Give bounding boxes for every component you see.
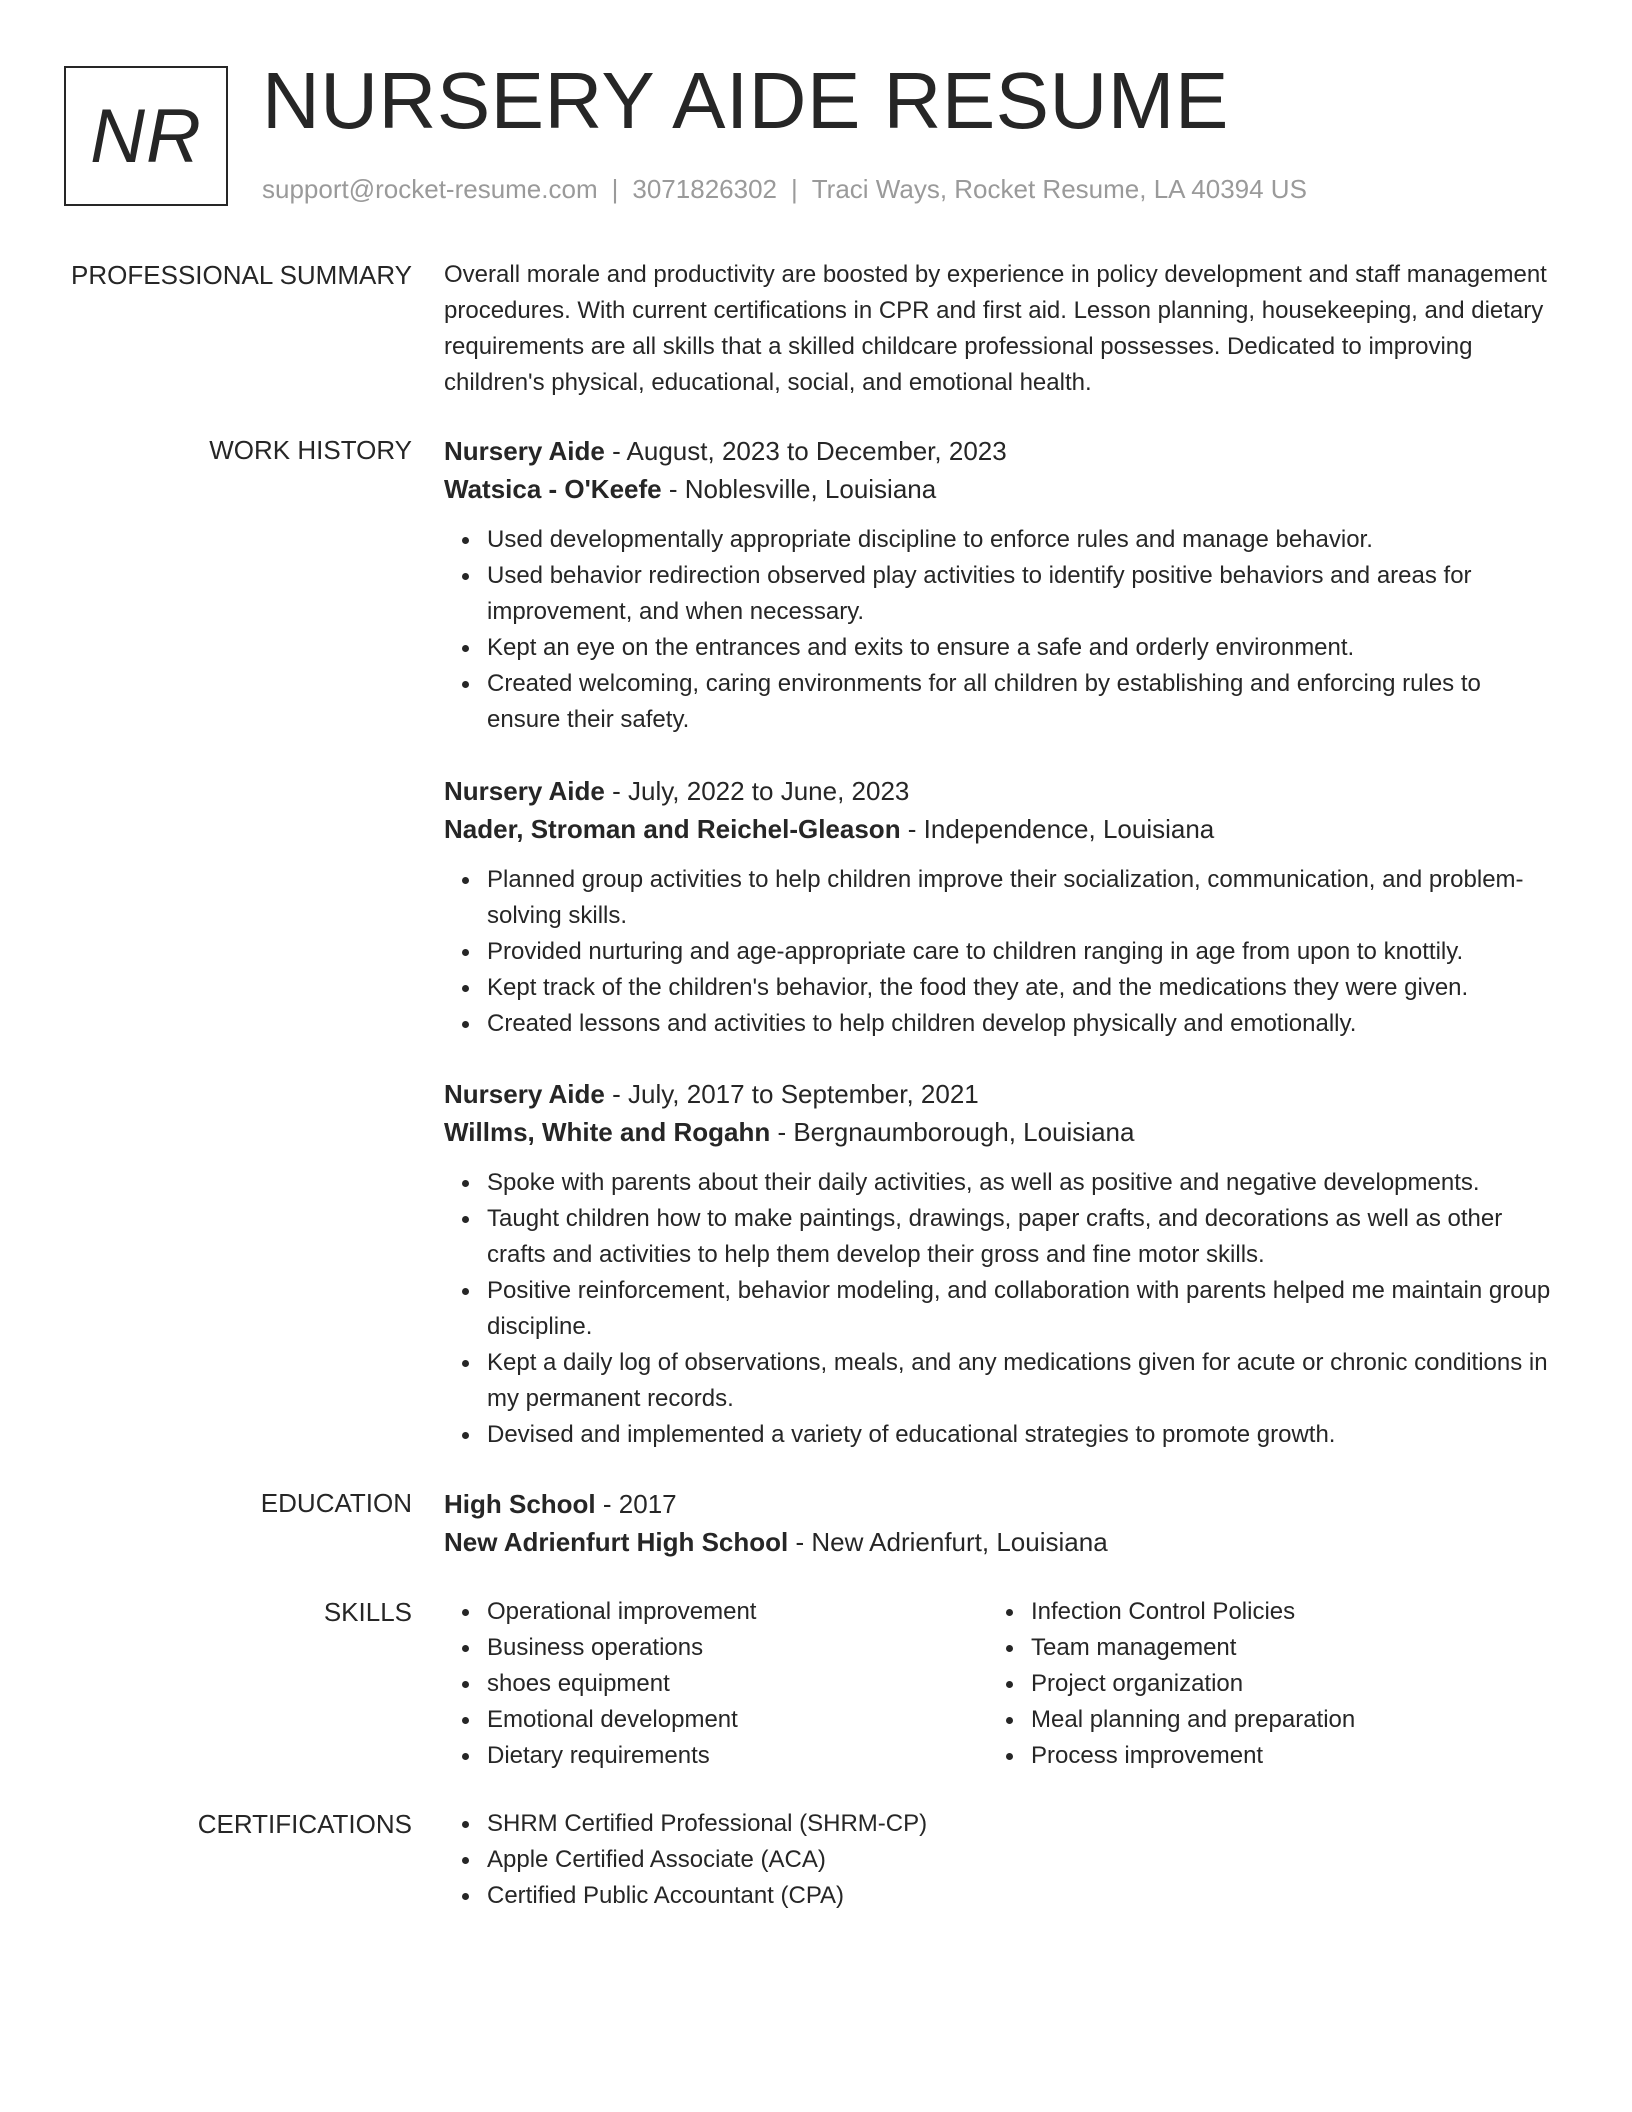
skills-list — [988, 1594, 1528, 1774]
skill-item: Infection Control Policies — [1031, 1594, 1528, 1630]
education-year: - 2017 — [595, 1489, 677, 1519]
job-entry — [444, 772, 1556, 1042]
skill-item: Business operations — [487, 1630, 984, 1666]
section-heading-skills: SKILLS — [323, 1597, 412, 1627]
contact-address: Traci Ways, Rocket Resume, LA 40394 US — [811, 174, 1307, 204]
section-heading-summary: PROFESSIONAL SUMMARY — [71, 260, 412, 290]
job-dates: - August, 2023 to December, 2023 — [604, 436, 1007, 466]
skills-list — [444, 1594, 984, 1774]
job-bullet: Created welcoming, caring environments for all children by establishing and enforcing rules to ensure their safety. — [487, 666, 1556, 738]
certification-item: Apple Certified Associate (ACA) — [487, 1842, 1556, 1878]
education-location: - New Adrienfurt, Louisiana — [788, 1527, 1108, 1557]
monogram-box — [64, 66, 228, 206]
education-school: New Adrienfurt High School — [444, 1527, 789, 1557]
certification-item: Certified Public Accountant (CPA) — [487, 1878, 1556, 1914]
job-company: Watsica - O'Keefe — [444, 474, 662, 504]
skill-item: shoes equipment — [487, 1666, 984, 1702]
skills-column-right — [988, 1594, 1528, 1774]
job-bullets — [444, 862, 1556, 1042]
job-bullet: Provided nurturing and age-appropriate care to children ranging in age from upon to knottily. — [487, 934, 1556, 970]
skills-column-left — [444, 1594, 984, 1774]
job-title-line — [444, 432, 1556, 470]
job-dates: - July, 2017 to September, 2021 — [604, 1079, 979, 1109]
contact-separator: | — [611, 174, 619, 204]
job-title-line — [444, 1075, 1556, 1113]
section-heading-education: EDUCATION — [260, 1488, 412, 1518]
skill-item: Operational improvement — [487, 1594, 984, 1630]
section-heading-work-history: WORK HISTORY — [209, 435, 412, 465]
education-degree: High School — [444, 1489, 596, 1519]
skill-item: Emotional development — [487, 1702, 984, 1738]
job-bullet: Kept an eye on the entrances and exits to ensure a safe and orderly environment. — [487, 630, 1556, 666]
certifications-list — [444, 1806, 1556, 1914]
job-title: Nursery Aide — [444, 1079, 605, 1109]
job-company: Willms, White and Rogahn — [444, 1117, 771, 1147]
job-bullet: Spoke with parents about their daily activities, as well as positive and negative developments. — [487, 1165, 1556, 1201]
job-location: - Independence, Louisiana — [900, 814, 1215, 844]
job-company-line — [444, 470, 1556, 508]
summary-text: Overall morale and productivity are boosted by experience in policy development and staff management procedures. With current certifications in CPR and first aid. Lesson planning, housekeeping, and dietary requirements are all skills that a skilled childcare professional possesses. Dedicated to improving children's physical, educational, social, and emotional health. — [444, 261, 1547, 396]
job-bullet: Planned group activities to help children improve their socialization, communication, and problem-solving skills. — [487, 862, 1556, 934]
contact-email[interactable]: support@rocket-resume.com — [262, 174, 598, 204]
job-title-line — [444, 772, 1556, 810]
job-bullet: Taught children how to make paintings, drawings, paper crafts, and decorations as well as other crafts and activities to help them develop their gross and fine motor skills. — [487, 1201, 1556, 1273]
skill-item: Project organization — [1031, 1666, 1528, 1702]
skill-item: Dietary requirements — [487, 1738, 984, 1774]
monogram-initials: NR — [90, 93, 202, 179]
job-bullets — [444, 1165, 1556, 1453]
education-degree-line — [444, 1485, 1556, 1523]
contact-phone[interactable]: 3071826302 — [632, 174, 777, 204]
job-bullet: Used behavior redirection observed play activities to identify positive behaviors and areas for improvement, and when necessary. — [487, 558, 1556, 630]
job-bullet: Positive reinforcement, behavior modeling, and collaboration with parents helped me maintain group discipline. — [487, 1273, 1556, 1345]
job-company-line — [444, 1113, 1556, 1151]
resume-title: NURSERY AIDE RESUME — [262, 56, 1229, 145]
job-company-line — [444, 810, 1556, 848]
skill-item: Meal planning and preparation — [1031, 1702, 1528, 1738]
section-heading-certifications: CERTIFICATIONS — [197, 1809, 412, 1839]
job-entry — [444, 1075, 1556, 1453]
job-dates: - July, 2022 to June, 2023 — [604, 776, 910, 806]
job-bullet: Devised and implemented a variety of educational strategies to promote growth. — [487, 1417, 1556, 1453]
job-location: - Bergnaumborough, Louisiana — [770, 1117, 1135, 1147]
skill-item: Process improvement — [1031, 1738, 1528, 1774]
job-bullet: Used developmentally appropriate discipline to enforce rules and manage behavior. — [487, 522, 1556, 558]
education-school-line — [444, 1523, 1556, 1561]
job-bullet: Kept a daily log of observations, meals, and any medications given for acute or chronic conditions in my permanent records. — [487, 1345, 1556, 1417]
skill-item: Team management — [1031, 1630, 1528, 1666]
certification-item: SHRM Certified Professional (SHRM-CP) — [487, 1806, 1556, 1842]
contact-separator: | — [791, 174, 798, 204]
job-title: Nursery Aide — [444, 436, 605, 466]
job-entry — [444, 432, 1556, 738]
job-bullet: Kept track of the children's behavior, the food they ate, and the medications they were given. — [487, 970, 1556, 1006]
contact-line — [262, 174, 1307, 205]
job-location: - Noblesville, Louisiana — [661, 474, 937, 504]
job-bullets — [444, 522, 1556, 738]
job-title: Nursery Aide — [444, 776, 605, 806]
job-company: Nader, Stroman and Reichel-Gleason — [444, 814, 901, 844]
job-bullet: Created lessons and activities to help children develop physically and emotionally. — [487, 1006, 1556, 1042]
